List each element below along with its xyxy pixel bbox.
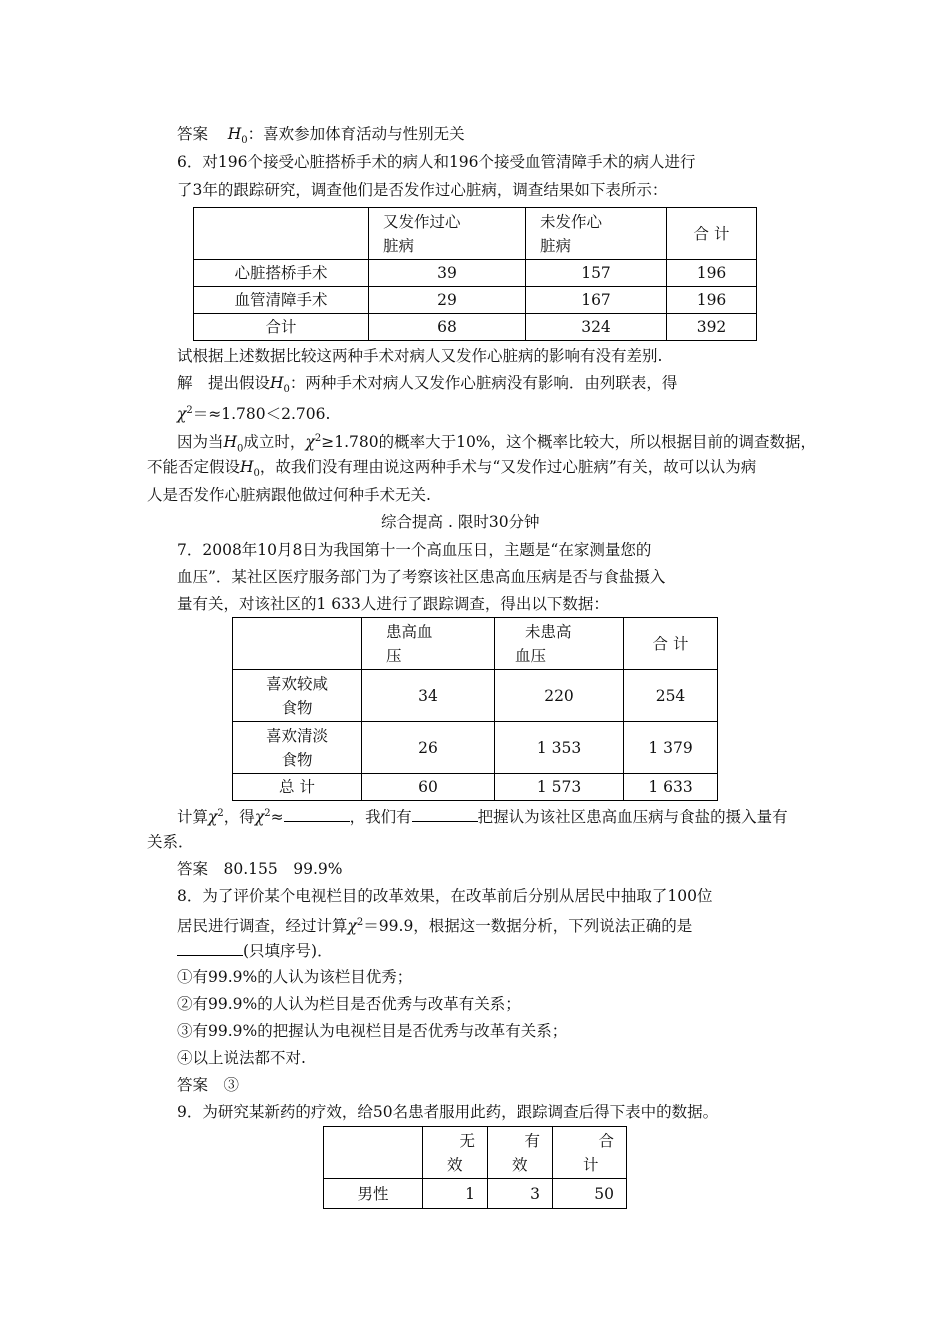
answer-blank [412,806,478,822]
q7-table: 患高血 压 未患高 血压 合 计 喜欢较咸 食物 34 220 254 喜欢清淡 食物 26 1 353 1 379 总 计 60 1 573 1 633 [232,617,718,801]
q8-line3: (只填序号)． [177,940,333,961]
q7-line3: 量有关，对该社区的1 633人进行了跟踪调查，得出以下数据： [177,595,609,613]
q6-solution-5: 人是否发作心脏病跟他做过何种手术无关. [147,486,431,504]
table-row: 喜欢清淡 食物 26 1 353 1 379 [233,722,718,774]
q7-answer: 答案 80.155 99.9% [177,860,343,878]
answer-blank [177,940,243,956]
table-row: 合计 68 324 392 [194,314,757,341]
q7-calc: 计算$\chi^2$，得$\chi^2\approx$ ，我们有 把握认为该社区患高血压病与食盐的摄入量有 [177,808,788,827]
q6-solution-4: 不能否定假设$H_0$，故我们没有理由说这两种手术与“又发作过心脏病”有关，故可以认为病 [147,458,757,480]
q9-line1: 9．为研究某新药的疗效，给50名患者服用此药，跟踪调查后得下表中的数据。 [177,1103,719,1121]
q6-solution-2: $\chi^2=\approx 1.780<2.706$. [177,405,331,424]
table-row: 血管清障手术 29 167 196 [194,287,757,314]
q8-option-2: ②有99.9%的人认为栏目是否优秀与改革有关系； [177,995,521,1013]
answer-blank [284,806,350,822]
table-row: 男性 1 3 50 [324,1179,627,1209]
q7-line-end: 关系． [147,833,194,851]
table-row: 心脏搭桥手术 39 157 196 [194,260,757,287]
q6-solution-1: 解 提出假设$H_0$：两种手术对病人又发作心脏病没有影响．由列联表，得 [177,374,678,396]
q7-line1: 7．2008年10月8日为我国第十一个高血压日，主题是“在家测量您的 [177,541,652,559]
q7-line2: 血压”．某社区医疗服务部门为了考察该社区患高血压病是否与食盐摄入 [177,568,666,586]
q9-table: 无 效 有 效 合 计 男性 1 3 50 [323,1126,627,1209]
q8-answer: 答案 ③ [177,1076,240,1094]
q8-option-4: ④以上说法都不对. [177,1049,306,1067]
q6-line1: 6．对196个接受心脏搭桥手术的病人和196个接受血管清障手术的病人进行 [177,153,696,171]
section-title: 综合提高 . 限时30分钟 [381,513,540,531]
q8-option-1: ①有99.9%的人认为该栏目优秀； [177,968,413,986]
q8-option-3: ③有99.9%的把握认为电视栏目是否优秀与改革有关系； [177,1022,568,1040]
q8-line1: 8．为了评价某个电视栏目的改革效果，在改革前后分别从居民中抽取了100位 [177,887,713,905]
q6-question: 试根据上述数据比较这两种手术对病人又发作心脏病的影响有没有差别. [177,347,663,365]
q6-solution-3: 因为当$H_0$成立时，$\chi^2\ge 1.780$的概率大于10%，这个概率比较大，所以根据目前的调查数据， [177,433,817,455]
q6-line2: 了3年的跟踪研究，调查他们是否发作过心脏病，调查结果如下表所示： [177,181,668,199]
q8-line2: 居民进行调查，经过计算$\chi^2=99.9$，根据这一数据分析，下列说法正确的是 [177,917,693,936]
q6-table: 又发作过心 脏病 未发作心 脏病 合 计 心脏搭桥手术 39 157 196 血管清障手术 29 167 196 合计 68 324 392 [193,207,757,341]
table-row: 总 计 60 1 573 1 633 [233,774,718,801]
table-row: 喜欢较咸 食物 34 220 254 [233,670,718,722]
q5-answer: 答案 $H_0$：喜欢参加体育活动与性别无关 [177,125,465,147]
